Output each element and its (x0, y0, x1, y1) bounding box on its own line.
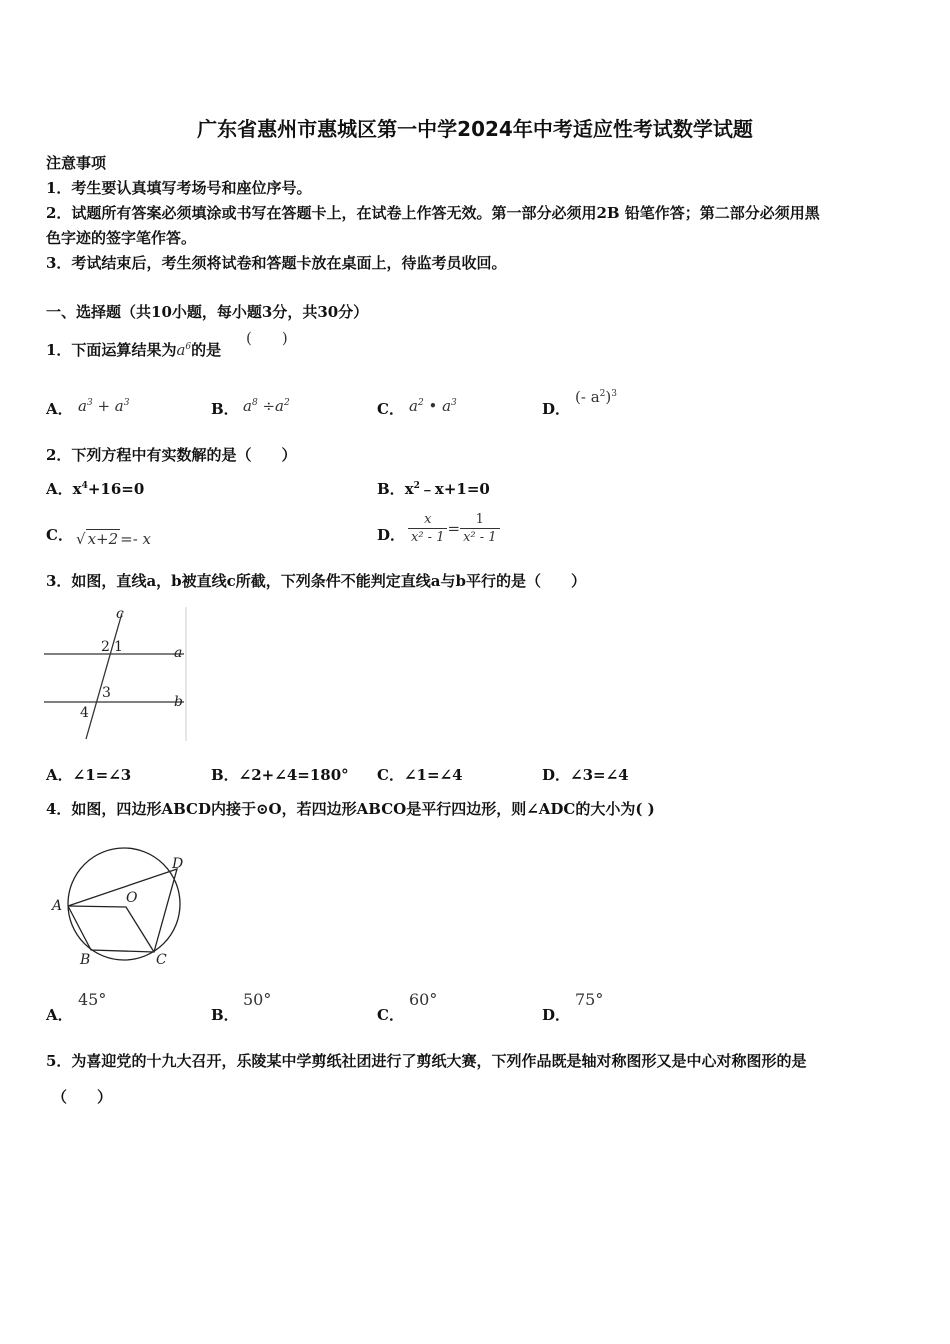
question-2-stem: 2．下列方程中有实数解的是（ ） (46, 446, 297, 464)
label-angle-1: 1 (114, 639, 123, 655)
q1-option-a-label: A． (46, 400, 73, 418)
notice-item: 色字迹的签字笔作答。 (46, 229, 197, 247)
question-1-stem (46, 339, 221, 360)
label-A: A (52, 898, 63, 914)
q4-figure (44, 842, 204, 972)
sqrt-icon: √ (76, 530, 86, 548)
notice-item: 1．考生要认真填写考场号和座位序号。 (46, 179, 312, 197)
label-angle-3: 3 (102, 685, 111, 701)
q1-expr-exp: 6 (185, 342, 192, 352)
question-4-stem: 4．如图，四边形ABCD内接于⊙O，若四边形ABCO是平行四边形，则∠ADC的大小为( ) (46, 800, 655, 818)
notice-item: 3．考试结束后，考生须将试卷和答题卡放在桌面上，待监考员收回。 (46, 254, 507, 272)
q1-expression (176, 341, 191, 359)
label-a: a (174, 645, 183, 661)
q1-option-b: $a^8 \div a^2$ (243, 397, 290, 415)
q5-paren: （ ） (52, 1088, 113, 1106)
q1-expr-base: a (176, 341, 186, 359)
label-c: c (116, 606, 124, 622)
label-D: D (172, 856, 184, 872)
line-c (86, 613, 122, 739)
q2-option-c: √ x+2 =- x (76, 530, 152, 548)
q4-option-b: 50° (243, 990, 272, 1009)
question-5-stem: 5．为喜迎党的十九大召开，乐陵某中学剪纸社团进行了剪纸大赛，下列作品既是轴对称图形又是中心对称图形的是 (46, 1052, 807, 1070)
q2-option-d: $\frac{x}{\text{x² - 1}}$ = $\frac{1}{\text{x² - 1}}$ (408, 511, 500, 546)
label-b: b (174, 694, 183, 710)
q4-option-d-label: D． (542, 1006, 571, 1024)
q3-option-b: B．∠2+∠4=180° (211, 766, 349, 784)
segments-ao-oc (68, 906, 154, 952)
q3-option-a: A．∠1=∠3 (46, 766, 132, 784)
label-C: C (156, 952, 167, 968)
label-angle-4: 4 (80, 705, 89, 721)
q1-paren: ( ) (246, 329, 288, 347)
q1-stem-after: 的是 (191, 341, 222, 359)
q1-option-d: (- $a^2)^3$ (575, 388, 617, 406)
q4-option-c-label: C． (377, 1006, 404, 1024)
q3-option-d: D．∠3=∠4 (542, 766, 629, 784)
q1-option-b-label: B． (211, 400, 239, 418)
question-3-stem: 3．如图，直线a，b被直线c所截，下列条件不能判定直线a与b平行的是（ ） (46, 572, 586, 590)
label-angle-2: 2 (101, 639, 110, 655)
q4-option-d: 75° (575, 990, 604, 1009)
page-title: 广东省惠州市惠城区第一中学2024年中考适应性考试数学试题 (197, 117, 753, 141)
q1-option-a: $a^3 + a^3$ (78, 397, 130, 415)
notice-item: 2．试题所有答案必须填涂或书写在答题卡上，在试卷上作答无效。第一部分必须用2B 铅笔作答；第二部分必须用黑 (46, 204, 820, 222)
q2-option-d-label: D． (377, 526, 406, 544)
q2-option-a: A．$x^4+16=0$ (46, 480, 145, 498)
q3-figure (44, 605, 190, 743)
label-O: O (126, 890, 138, 906)
q4-option-a: 45° (78, 990, 107, 1009)
q1-option-c: $a^2$ • $a^3$ (409, 397, 457, 415)
q1-option-d-label: D． (542, 400, 571, 418)
q4-option-a-label: A． (46, 1006, 73, 1024)
q4-option-c: 60° (409, 990, 438, 1009)
section-heading: 一、选择题（共10小题，每小题3分，共30分） (46, 303, 369, 321)
q3-option-c: C．∠1=∠4 (377, 766, 463, 784)
q1-option-c-label: C． (377, 400, 404, 418)
q2-option-b: B．$x^2﹣x+1=0$ (377, 480, 490, 498)
q4-option-b-label: B． (211, 1006, 239, 1024)
label-B: B (80, 952, 91, 968)
q2-option-c-label: C． (46, 526, 73, 544)
circle-o (68, 848, 180, 960)
quad-abcd (68, 869, 177, 952)
q1-stem-before: 1．下面运算结果为 (46, 341, 177, 359)
notice-heading: 注意事项 (46, 154, 107, 172)
